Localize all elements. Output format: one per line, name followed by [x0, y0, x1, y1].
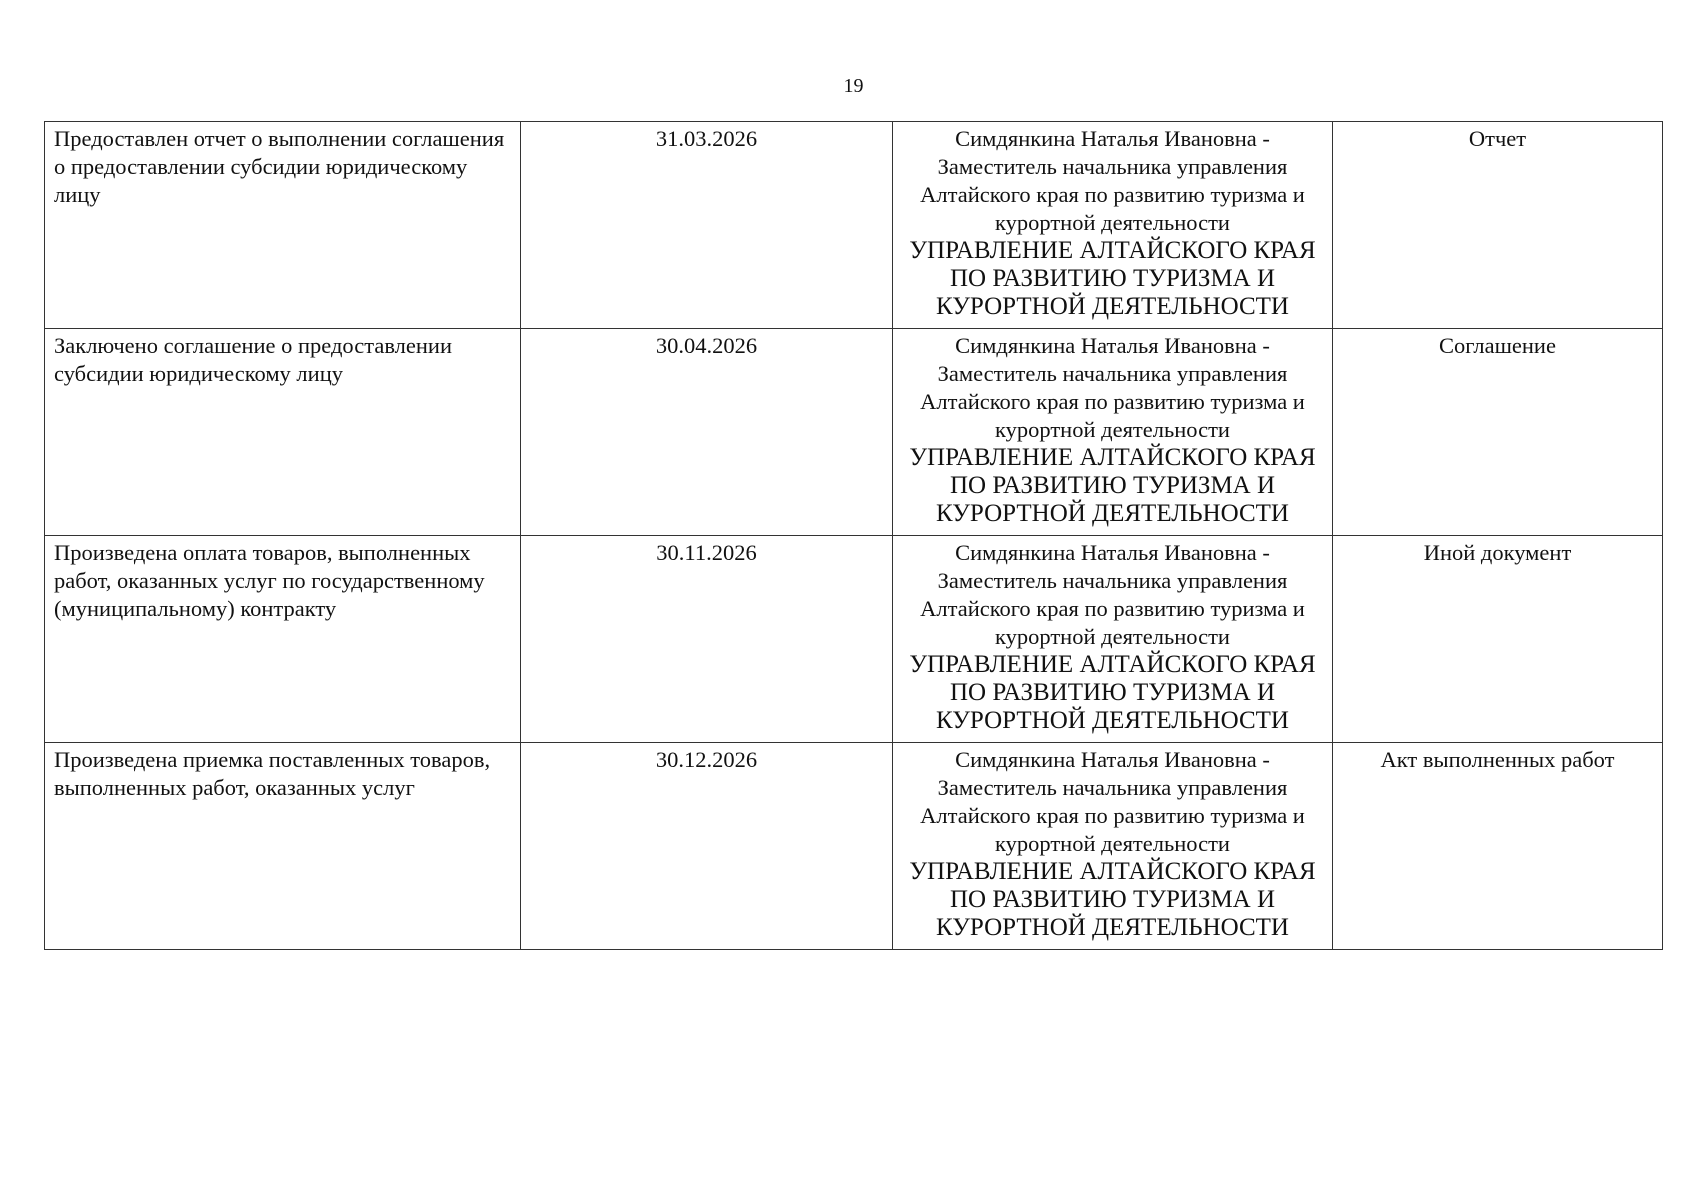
responsible-org: УПРАВЛЕНИЕ АЛТАЙСКОГО КРАЯ ПО РАЗВИТИЮ ТУРИЗМА И КУРОРТНОЙ ДЕЯТЕЛЬНОСТИ: [909, 444, 1316, 527]
responsible-cell: [893, 743, 1333, 950]
table-row: [45, 743, 1663, 950]
responsible-cell: [893, 329, 1333, 536]
responsible-org: УПРАВЛЕНИЕ АЛТАЙСКОГО КРАЯ ПО РАЗВИТИЮ ТУРИЗМА И КУРОРТНОЙ ДЕЯТЕЛЬНОСТИ: [909, 858, 1316, 941]
table-row: [45, 122, 1663, 329]
responsible-cell: [893, 122, 1333, 329]
responsible-person: Симдянкина Наталья Ивановна - Заместитель начальника управления Алтайского края по развитию туризма и курортной деятельности: [920, 747, 1305, 856]
document-type-cell: Отчет: [1333, 122, 1663, 329]
date-cell: 30.11.2026: [521, 536, 893, 743]
control-points-table: [44, 121, 1663, 950]
event-cell: Произведена приемка поставленных товаров, выполненных работ, оказанных услуг: [45, 743, 521, 950]
event-cell: Предоставлен отчет о выполнении соглашения о предоставлении субсидии юридическому лицу: [45, 122, 521, 329]
responsible-org: УПРАВЛЕНИЕ АЛТАЙСКОГО КРАЯ ПО РАЗВИТИЮ ТУРИЗМА И КУРОРТНОЙ ДЕЯТЕЛЬНОСТИ: [909, 237, 1316, 320]
table-row: [45, 536, 1663, 743]
responsible-person: Симдянкина Наталья Ивановна - Заместитель начальника управления Алтайского края по развитию туризма и курортной деятельности: [920, 540, 1305, 649]
date-cell: 30.04.2026: [521, 329, 893, 536]
table-row: [45, 329, 1663, 536]
event-cell: Заключено соглашение о предоставлении субсидии юридическому лицу: [45, 329, 521, 536]
document-type-cell: Соглашение: [1333, 329, 1663, 536]
responsible-org: УПРАВЛЕНИЕ АЛТАЙСКОГО КРАЯ ПО РАЗВИТИЮ ТУРИЗМА И КУРОРТНОЙ ДЕЯТЕЛЬНОСТИ: [909, 651, 1316, 734]
responsible-person: Симдянкина Наталья Ивановна - Заместитель начальника управления Алтайского края по развитию туризма и курортной деятельности: [920, 126, 1305, 235]
responsible-cell: [893, 536, 1333, 743]
event-cell: Произведена оплата товаров, выполненных работ, оказанных услуг по государственному (муниципальному) контракту: [45, 536, 521, 743]
responsible-person: Симдянкина Наталья Ивановна - Заместитель начальника управления Алтайского края по развитию туризма и курортной деятельности: [920, 333, 1305, 442]
document-type-cell: Иной документ: [1333, 536, 1663, 743]
page-number: 19: [843, 75, 864, 97]
date-cell: 30.12.2026: [521, 743, 893, 950]
date-cell: 31.03.2026: [521, 122, 893, 329]
document-type-cell: Акт выполненных работ: [1333, 743, 1663, 950]
